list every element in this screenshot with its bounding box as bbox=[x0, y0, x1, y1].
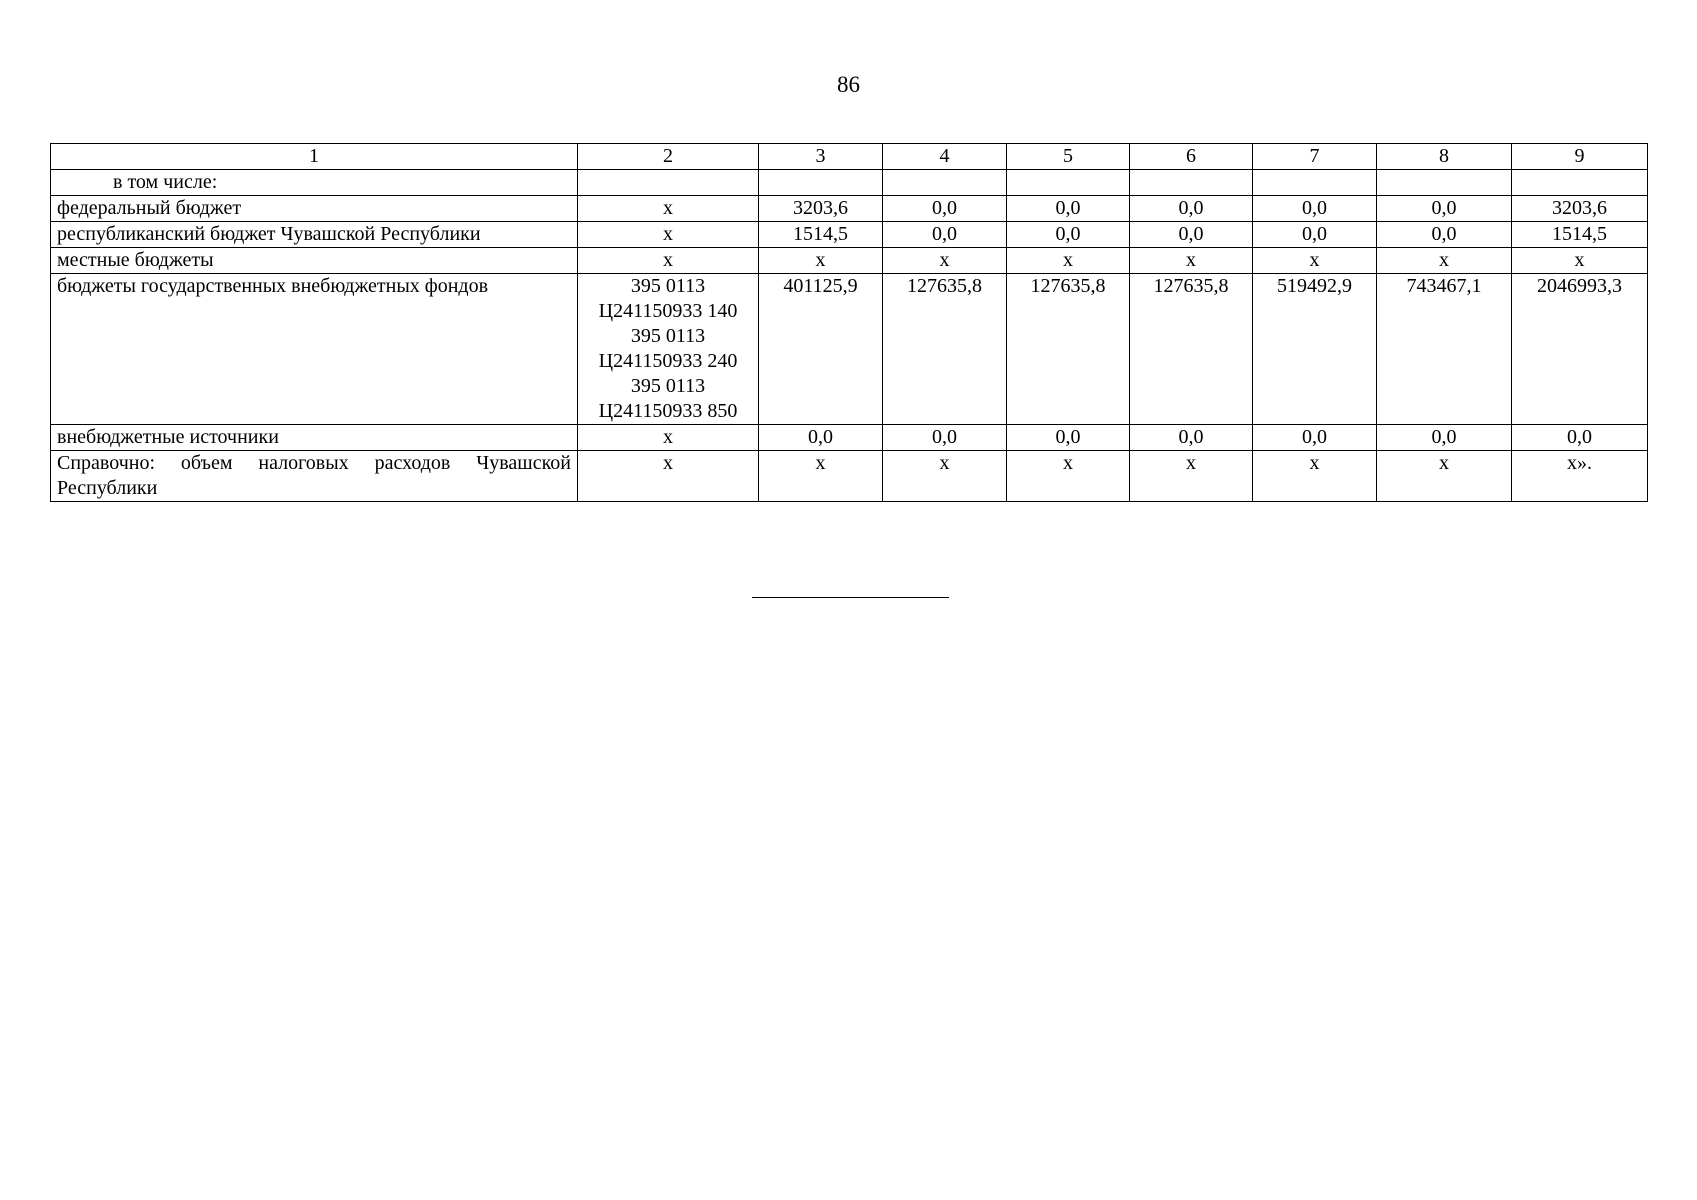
table-row bbox=[51, 196, 1648, 222]
value-cell: 3203,6 bbox=[1512, 196, 1648, 222]
value-cell: 127635,8 bbox=[1007, 274, 1130, 425]
value-cell: 0,0 bbox=[759, 425, 883, 451]
value-cell: 1514,5 bbox=[1512, 222, 1648, 248]
column-header: 2 bbox=[578, 144, 759, 170]
value-cell: 0,0 bbox=[1007, 196, 1130, 222]
value-cell: х bbox=[883, 451, 1007, 502]
value-cell: 0,0 bbox=[1007, 425, 1130, 451]
budget-code-line: 395 0113 bbox=[630, 375, 706, 397]
value-cell: 401125,9 bbox=[759, 274, 883, 425]
budget-code-cell bbox=[578, 170, 759, 196]
column-header: 4 bbox=[883, 144, 1007, 170]
table-row bbox=[51, 222, 1648, 248]
value-cell: 0,0 bbox=[1130, 196, 1253, 222]
value-cell: 0,0 bbox=[1253, 425, 1377, 451]
value-cell: х bbox=[1512, 248, 1648, 274]
budget-table bbox=[50, 143, 1648, 502]
budget-code-cell bbox=[578, 425, 759, 451]
value-cell bbox=[1253, 170, 1377, 196]
value-cell: 127635,8 bbox=[1130, 274, 1253, 425]
value-cell: 127635,8 bbox=[883, 274, 1007, 425]
column-header: 3 bbox=[759, 144, 883, 170]
value-cell: 519492,9 bbox=[1253, 274, 1377, 425]
budget-code-cell bbox=[578, 222, 759, 248]
value-cell: 0,0 bbox=[1130, 222, 1253, 248]
column-header: 5 bbox=[1007, 144, 1130, 170]
table-header-row bbox=[51, 144, 1648, 170]
row-label: бюджеты государственных внебюджетных фондов bbox=[51, 274, 578, 425]
value-cell: 1514,5 bbox=[759, 222, 883, 248]
value-cell: 2046993,3 bbox=[1512, 274, 1648, 425]
value-cell: 0,0 bbox=[883, 425, 1007, 451]
value-cell: х bbox=[1007, 248, 1130, 274]
value-cell: х bbox=[883, 248, 1007, 274]
value-cell: 0,0 bbox=[1130, 425, 1253, 451]
budget-code-cell bbox=[578, 196, 759, 222]
row-label: в том числе: bbox=[51, 170, 578, 196]
budget-code-line: Ц241150933 140 bbox=[598, 300, 738, 322]
table-row bbox=[51, 170, 1648, 196]
budget-code-line: 395 0113 bbox=[630, 325, 706, 347]
value-cell bbox=[883, 170, 1007, 196]
value-cell: х bbox=[1253, 248, 1377, 274]
table-row bbox=[51, 425, 1648, 451]
budget-code-cell bbox=[578, 248, 759, 274]
value-cell bbox=[759, 170, 883, 196]
budget-code-line: х bbox=[663, 197, 673, 219]
value-cell: х bbox=[1007, 451, 1130, 502]
column-header: 1 bbox=[51, 144, 578, 170]
row-label: федеральный бюджет bbox=[51, 196, 578, 222]
table-body bbox=[51, 170, 1648, 502]
value-cell: 0,0 bbox=[1512, 425, 1648, 451]
budget-code-line: х bbox=[663, 223, 673, 245]
column-header: 9 bbox=[1512, 144, 1648, 170]
value-cell: 0,0 bbox=[1377, 222, 1512, 248]
budget-code-line: Ц241150933 240 bbox=[598, 350, 738, 372]
value-cell: х bbox=[1377, 248, 1512, 274]
value-cell: х». bbox=[1512, 451, 1648, 502]
value-cell: 0,0 bbox=[1253, 196, 1377, 222]
value-cell bbox=[1007, 170, 1130, 196]
row-label: республиканский бюджет Чувашской Республики bbox=[51, 222, 578, 248]
budget-code-line: х bbox=[663, 426, 673, 448]
budget-code-line: х bbox=[663, 249, 673, 271]
table-row bbox=[51, 274, 1648, 425]
value-cell: 743467,1 bbox=[1377, 274, 1512, 425]
budget-code-cell bbox=[578, 274, 759, 425]
row-label: внебюджетные источники bbox=[51, 425, 578, 451]
value-cell: х bbox=[759, 451, 883, 502]
value-cell: 0,0 bbox=[883, 196, 1007, 222]
column-header: 8 bbox=[1377, 144, 1512, 170]
budget-code-line: 395 0113 bbox=[630, 275, 706, 297]
budget-code-line: х bbox=[663, 452, 673, 474]
value-cell: х bbox=[1130, 451, 1253, 502]
budget-code-line: Ц241150933 850 bbox=[598, 400, 738, 422]
row-label: местные бюджеты bbox=[51, 248, 578, 274]
table-row bbox=[51, 248, 1648, 274]
end-divider-line bbox=[752, 597, 949, 598]
page-number: 86 bbox=[837, 72, 860, 97]
table-row bbox=[51, 451, 1648, 502]
value-cell: 0,0 bbox=[1253, 222, 1377, 248]
column-header: 7 bbox=[1253, 144, 1377, 170]
value-cell: х bbox=[1130, 248, 1253, 274]
value-cell: 0,0 bbox=[883, 222, 1007, 248]
value-cell: 0,0 bbox=[1377, 196, 1512, 222]
value-cell: х bbox=[759, 248, 883, 274]
value-cell: х bbox=[1377, 451, 1512, 502]
value-cell bbox=[1512, 170, 1648, 196]
budget-code-cell bbox=[578, 451, 759, 502]
value-cell bbox=[1130, 170, 1253, 196]
column-header: 6 bbox=[1130, 144, 1253, 170]
value-cell: 0,0 bbox=[1007, 222, 1130, 248]
value-cell bbox=[1377, 170, 1512, 196]
value-cell: 0,0 bbox=[1377, 425, 1512, 451]
value-cell: 3203,6 bbox=[759, 196, 883, 222]
value-cell: х bbox=[1253, 451, 1377, 502]
row-label: Справочно: объем налоговых расходов Чувашской Республики bbox=[51, 451, 578, 502]
